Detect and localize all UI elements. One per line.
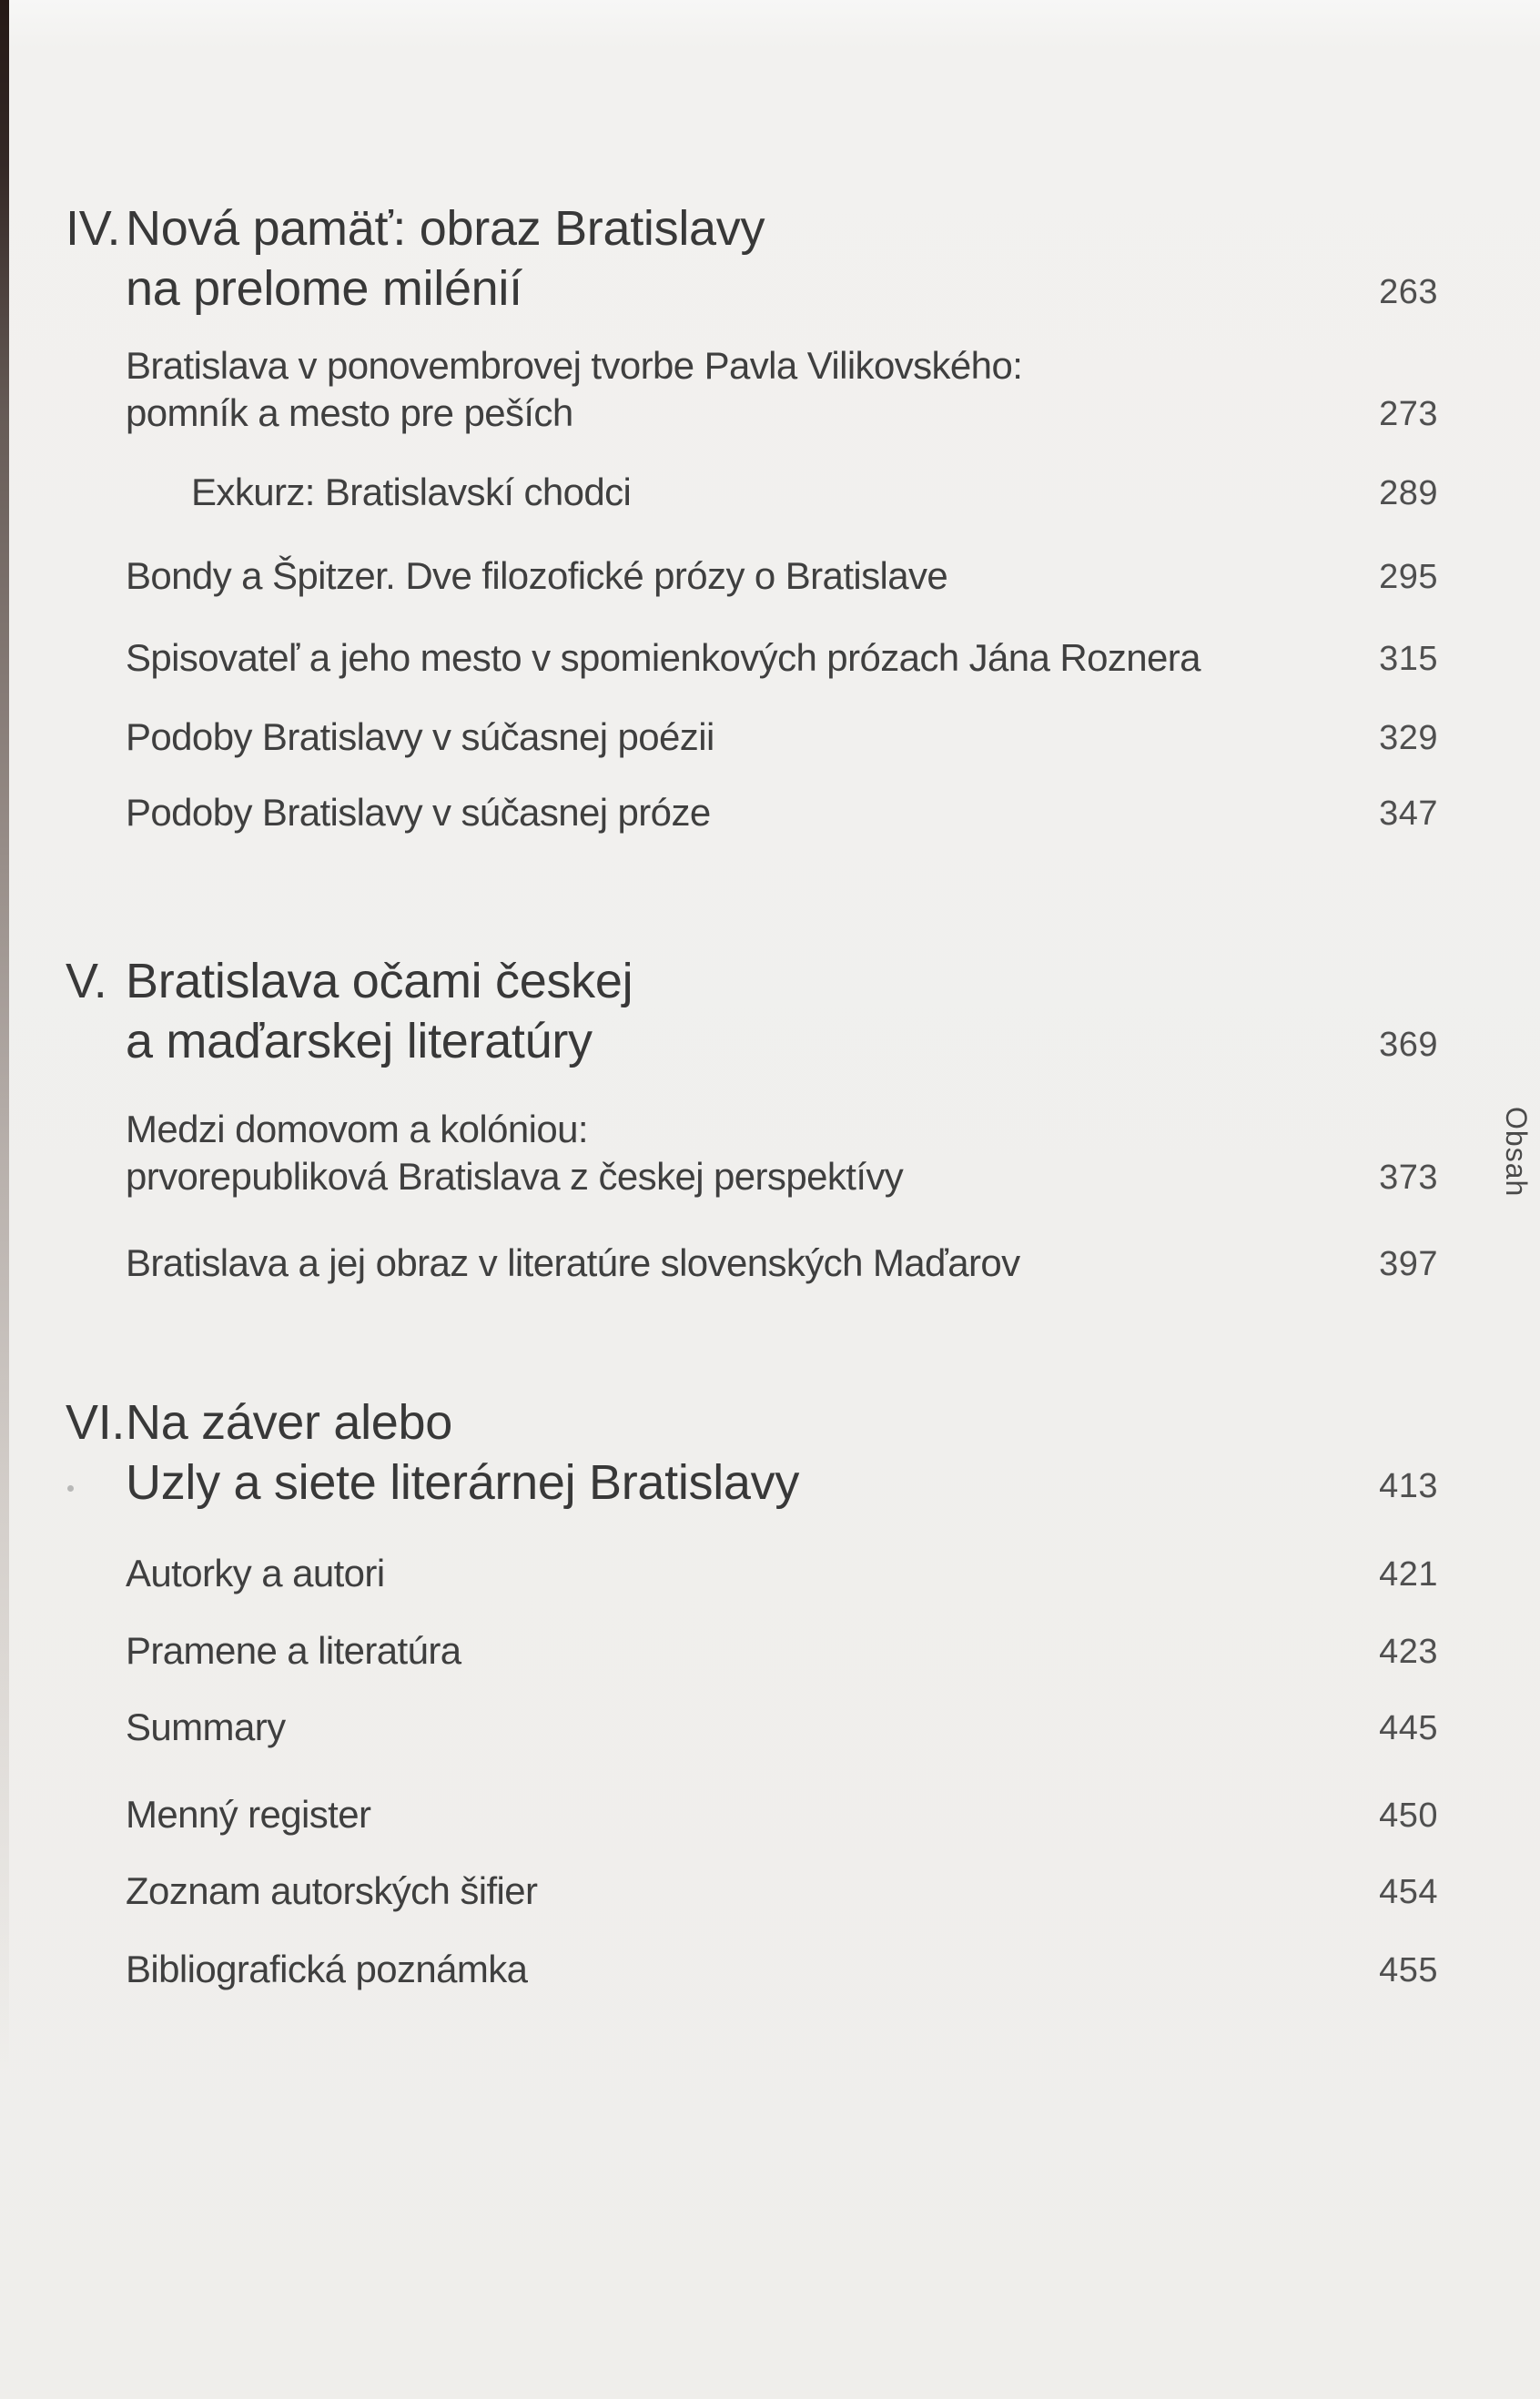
toc-entry — [126, 552, 1438, 600]
toc-entry-line: Bratislava a jej obraz v literatúre slovenských Maďarov — [126, 1241, 1020, 1284]
toc-entry — [126, 469, 1438, 516]
toc-entry-line: Podoby Bratislavy v súčasnej poézii — [126, 715, 714, 758]
section-title — [66, 198, 1346, 319]
section-numeral: V. — [66, 954, 107, 1008]
scan-artifact-dot — [67, 1485, 74, 1492]
toc-entry-line: Spisovateľ a jeho mesto v spomienkových prózach Jána Roznera — [126, 636, 1201, 679]
page-number: 273 — [1379, 395, 1438, 433]
page-number: 454 — [1379, 1873, 1438, 1911]
toc-entry-title — [126, 552, 1346, 600]
page-number: 397 — [1379, 1245, 1438, 1283]
section-heading-iv — [66, 198, 1438, 319]
page-number: 373 — [1379, 1159, 1438, 1197]
toc-entry-line: Medzi domovom a kolóniou: — [126, 1108, 588, 1150]
toc-entry-line: prvorepubliková Bratislava z českej perspektívy — [126, 1155, 904, 1198]
section-title — [66, 1392, 1346, 1513]
toc-entry-line: Summary — [126, 1706, 286, 1748]
page-number: 450 — [1379, 1797, 1438, 1835]
toc-entry-line: Bondy a Špitzer. Dve filozofické prózy o Bratislave — [126, 554, 948, 597]
toc-entry-title — [126, 1550, 1346, 1597]
toc-entry-title — [126, 789, 1346, 836]
toc-entry — [126, 1868, 1438, 1915]
section-title — [66, 951, 1346, 1071]
toc-entry-title — [126, 714, 1346, 761]
toc-entry-title — [126, 1791, 1346, 1838]
toc-entry — [126, 714, 1438, 761]
page-number: 423 — [1379, 1633, 1438, 1671]
toc-entry-line: pomník a mesto pre peších — [126, 391, 573, 434]
toc-entry-title — [126, 1946, 1346, 1993]
page-number: 421 — [1379, 1555, 1438, 1594]
toc-entry-title — [126, 1868, 1346, 1915]
page-number: 455 — [1379, 1951, 1438, 1989]
toc-entry-line: Podoby Bratislavy v súčasnej próze — [126, 791, 711, 834]
toc-entry-title — [126, 1106, 1346, 1200]
section-heading-vi — [66, 1392, 1438, 1513]
page-number: 369 — [1379, 1026, 1438, 1064]
section-title-line: Bratislava očami českej — [126, 954, 633, 1008]
toc-entry — [126, 342, 1438, 437]
page-number: 413 — [1379, 1467, 1438, 1505]
page-number: 289 — [1379, 474, 1438, 512]
toc-entry — [126, 1240, 1438, 1287]
section-title-line: Uzly a siete literárnej Bratislavy — [126, 1455, 800, 1510]
toc-entry-title — [126, 342, 1346, 437]
page-number: 347 — [1379, 795, 1438, 833]
toc-entry-title — [126, 469, 1346, 516]
toc-entry-line: Pramene a literatúra — [126, 1629, 461, 1672]
toc-entry-title — [126, 1704, 1346, 1751]
section-title-line: Na záver alebo — [126, 1395, 453, 1450]
section-title-line: a maďarskej literatúry — [126, 1014, 593, 1068]
table-of-contents — [66, 0, 1438, 1993]
section-numeral: VI. — [66, 1395, 126, 1450]
section-heading-v — [66, 951, 1438, 1071]
toc-entry — [126, 789, 1438, 836]
section-title-line: Nová pamäť: obraz Bratislavy — [126, 201, 765, 256]
page-number: 445 — [1379, 1709, 1438, 1747]
page-number: 295 — [1379, 558, 1438, 596]
toc-entry-title — [126, 634, 1346, 682]
toc-entry — [126, 1791, 1438, 1838]
section-numeral: IV. — [66, 201, 121, 256]
toc-entry-line: Exkurz: Bratislavskí chodci — [191, 471, 632, 513]
toc-entry — [126, 1704, 1438, 1751]
toc-entry — [126, 1550, 1438, 1597]
toc-entry-line: Autorky a autori — [126, 1552, 385, 1594]
toc-entry — [126, 1946, 1438, 1993]
scan-edge-shadow — [0, 0, 9, 2075]
page-number: 263 — [1379, 273, 1438, 311]
toc-entry — [126, 1106, 1438, 1200]
toc-entry-title — [126, 1627, 1346, 1675]
section-title-line: na prelome milénií — [126, 261, 522, 316]
toc-entry-title — [126, 1240, 1346, 1287]
toc-entry — [126, 634, 1438, 682]
toc-entry — [126, 1627, 1438, 1675]
toc-entry-line: Zoznam autorských šifier — [126, 1869, 538, 1912]
toc-entry-line: Bratislava v ponovembrovej tvorbe Pavla Vilikovského: — [126, 344, 1023, 387]
page-number: 315 — [1379, 640, 1438, 678]
toc-entry-line: Menný register — [126, 1793, 371, 1836]
side-running-title: Obsah — [1500, 1107, 1533, 1198]
page-number: 329 — [1379, 719, 1438, 757]
toc-entry-line: Bibliografická poznámka — [126, 1948, 528, 1990]
